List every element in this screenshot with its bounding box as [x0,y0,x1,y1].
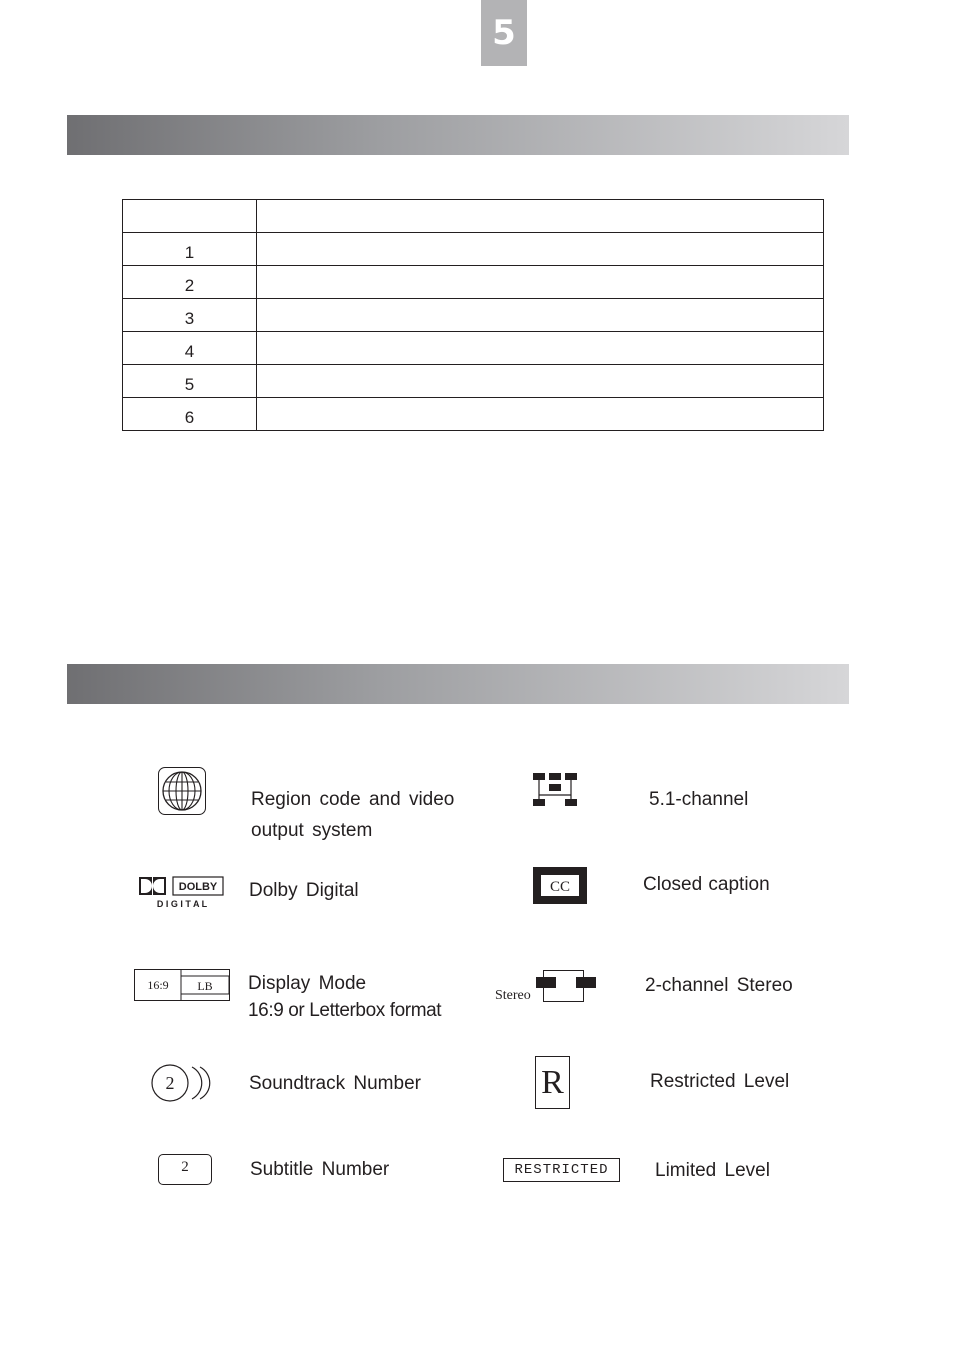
table-cell [123,200,257,233]
limited-level-label: Limited Level [655,1160,770,1181]
display-mode-icon [134,969,230,1001]
region-code-table [122,199,824,431]
subtitle-number-label: Subtitle Number [250,1159,390,1180]
table-cell [257,299,824,332]
restricted-box-icon: RESTRICTED [503,1158,620,1182]
stereo-icon-text: Stereo [495,988,531,1003]
table-row [123,266,824,299]
stereo-label: 2-channel Stereo [645,975,793,996]
section-header-band-2 [67,664,849,704]
table-cell [257,398,824,431]
table-cell [257,233,824,266]
table-cell-region: 1 [123,233,257,266]
table-header-row [123,200,824,233]
soundtrack-icon-value: 2 [165,1073,175,1093]
section-header-band-1 [67,115,849,155]
table-row [123,398,824,431]
table-row [123,233,824,266]
display-box-right: LB [197,979,213,993]
display-mode-label: Display Mode 16:9 or Letterbox format [248,973,442,1021]
table-row [123,332,824,365]
soundtrack-number-label: Soundtrack Number [249,1073,421,1094]
table-row [123,299,824,332]
table-cell [257,266,824,299]
table-cell [257,365,824,398]
closed-caption-icon [533,867,587,904]
surround-5-1-label: 5.1-channel [649,789,749,810]
region-code-label: Region code and video output system [251,789,455,841]
page-number-tab [481,0,527,66]
restricted-r-icon: R [535,1056,570,1109]
table-cell [257,200,824,233]
globe-icon [158,767,206,815]
table-cell-region: 6 [123,398,257,431]
surround-5-1-icon [531,771,579,809]
cc-icon-text: CC [549,879,571,895]
stereo-icon [494,966,600,1006]
dolby-logo-word: DOLBY [178,881,218,893]
page-number: 5 [492,13,516,53]
dolby-logo-sub: D I G I T A L [156,899,208,909]
subtitle-number-icon: 2 [158,1154,212,1185]
dolby-digital-icon [138,875,226,909]
table-cell-region: 2 [123,266,257,299]
table-cell-region: 4 [123,332,257,365]
table-cell-region: 3 [123,299,257,332]
soundtrack-number-icon [150,1063,214,1103]
closed-caption-label: Closed caption [643,874,770,895]
restricted-level-label: Restricted Level [650,1071,790,1092]
table-cell [257,332,824,365]
table-cell-region: 5 [123,365,257,398]
table-row [123,365,824,398]
dolby-digital-label: Dolby Digital [249,880,359,901]
display-box-left: 16:9 [147,978,169,992]
